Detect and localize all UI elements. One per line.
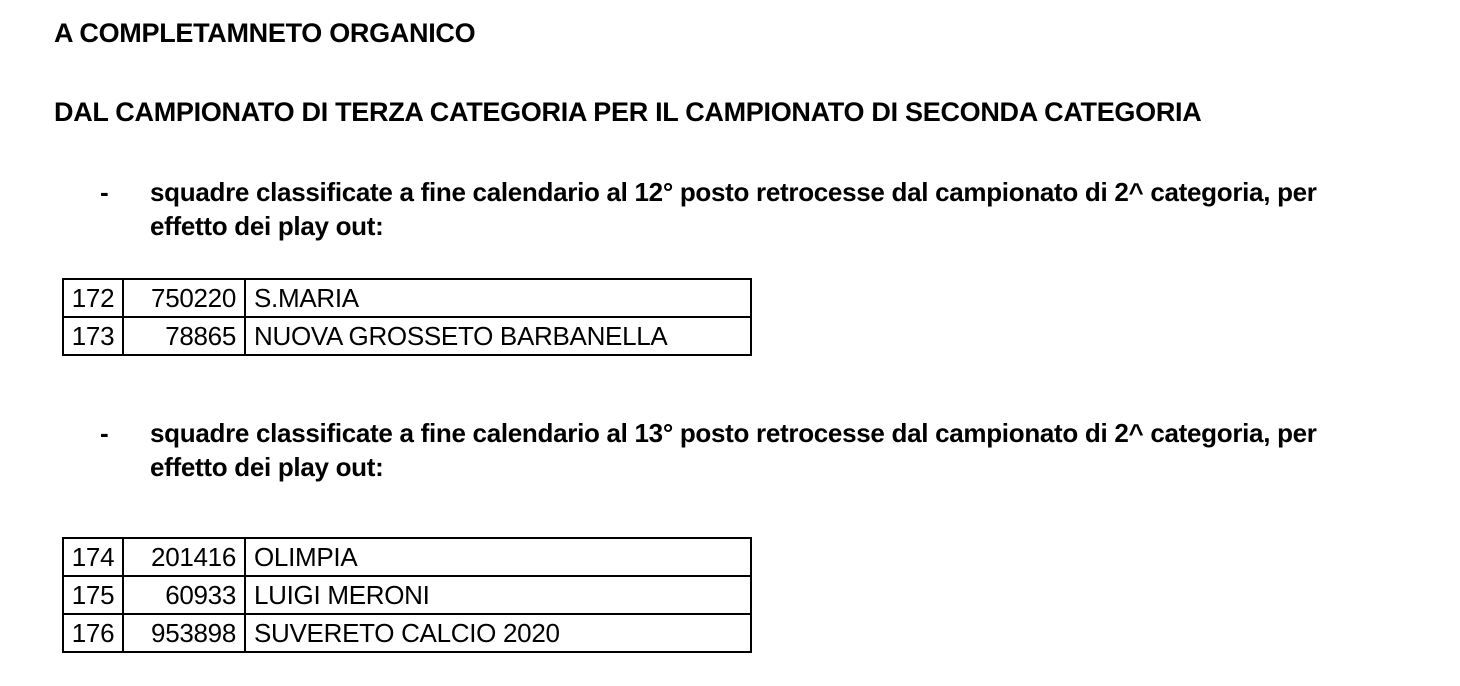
bullet-text: squadre classificate a fine calendario al 13° posto retrocesse dal campionato di 2^ categoria, per effetto dei play out: bbox=[150, 418, 1317, 482]
position-cell: 176 bbox=[63, 614, 123, 652]
teams-table-12th-place bbox=[62, 278, 752, 356]
team-name-cell: S.MARIA bbox=[245, 279, 751, 317]
bullet-dash: - bbox=[100, 177, 109, 207]
position-cell: 173 bbox=[63, 317, 123, 355]
position-cell: 174 bbox=[63, 538, 123, 576]
table-row bbox=[63, 614, 751, 652]
teams-table-13th-place bbox=[62, 537, 752, 653]
table-row bbox=[63, 279, 751, 317]
table-row bbox=[63, 576, 751, 614]
document-title: A COMPLETAMNETO ORGANICO bbox=[54, 18, 476, 48]
bullet-text: squadre classificate a fine calendario al 12° posto retrocesse dal campionato di 2^ categoria, per effetto dei play out: bbox=[150, 177, 1317, 241]
club-code-cell: 60933 bbox=[123, 576, 245, 614]
team-name-cell: SUVERETO CALCIO 2020 bbox=[245, 614, 751, 652]
section-heading: DAL CAMPIONATO DI TERZA CATEGORIA PER IL CAMPIONATO DI SECONDA CATEGORIA bbox=[54, 97, 1202, 127]
club-code-cell: 953898 bbox=[123, 614, 245, 652]
bullet-dash: - bbox=[100, 418, 109, 448]
team-name-cell: OLIMPIA bbox=[245, 538, 751, 576]
club-code-cell: 750220 bbox=[123, 279, 245, 317]
position-cell: 175 bbox=[63, 576, 123, 614]
club-code-cell: 201416 bbox=[123, 538, 245, 576]
club-code-cell: 78865 bbox=[123, 317, 245, 355]
table-row bbox=[63, 538, 751, 576]
team-name-cell: NUOVA GROSSETO BARBANELLA bbox=[245, 317, 751, 355]
table-row bbox=[63, 317, 751, 355]
position-cell: 172 bbox=[63, 279, 123, 317]
team-name-cell: LUIGI MERONI bbox=[245, 576, 751, 614]
